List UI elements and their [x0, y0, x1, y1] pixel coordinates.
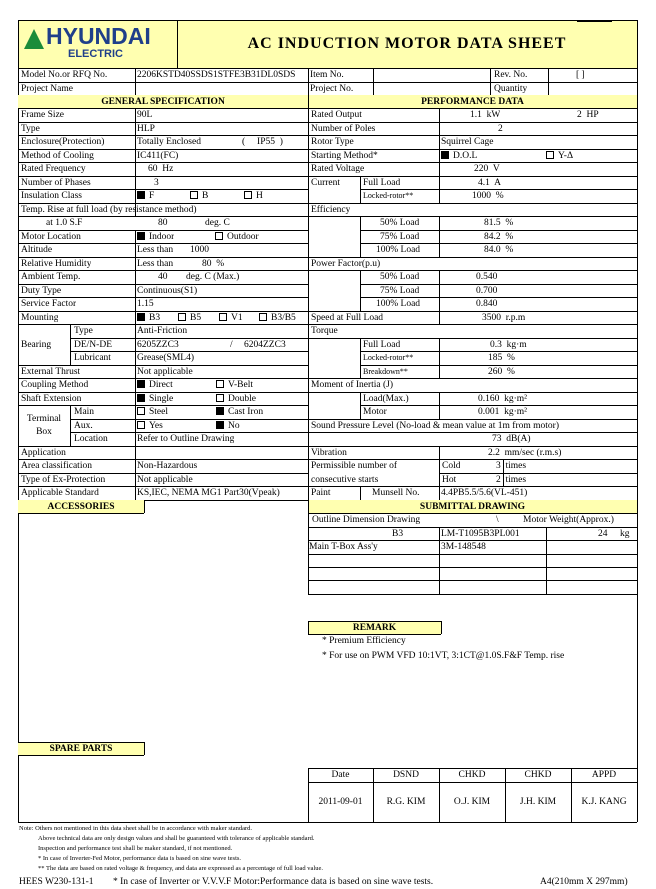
efficiency-75-value: 84.2 %: [484, 232, 514, 242]
speed-label: Speed at Full Load: [311, 313, 384, 323]
approval-chkd: O.J. KIM: [453, 797, 491, 807]
bearing-de-label: DE/N-DE: [74, 340, 112, 350]
footer-paper-size: A4(210mm X 297mm): [540, 877, 628, 887]
inertia-motor-value: 0.001 kg·m²: [478, 407, 528, 417]
service-factor-label: Service Factor: [21, 299, 77, 309]
checkbox-empty-icon: [216, 394, 224, 402]
tbox-label: Main T-Box Ass'y: [309, 542, 378, 552]
efficiency-100-label: 100% Load: [376, 245, 421, 255]
insulation-label: Insulation Class: [21, 191, 82, 201]
insulation-option-h[interactable]: H: [244, 190, 263, 202]
remark-2: * For use on PWM VFD 10:1VT, 3:1CT@1.0S.F&F Temp. rise: [322, 651, 565, 661]
efficiency-100-value: 84.0 %: [484, 245, 514, 255]
enclosure-ip: ( IP55 ): [242, 137, 283, 147]
pf-75-label: 75% Load: [380, 286, 420, 296]
checkbox-empty-icon: [244, 191, 252, 199]
logo-sub: ELECTRIC: [68, 48, 123, 60]
bearing-lube-value: Grease(SML4): [137, 353, 194, 363]
mounting-label: Mounting: [21, 313, 59, 323]
type-value: HLP: [137, 124, 155, 134]
checkbox-empty-icon: [215, 232, 223, 240]
checkbox-empty-icon: [216, 380, 224, 388]
starting-label: Starting Method*: [311, 151, 378, 161]
torque-breakdown-value: 260 %: [488, 367, 515, 377]
checkbox-checked-icon: [441, 151, 449, 159]
torque-locked-value: 185 %: [488, 353, 515, 363]
bearing-nde-value: 6204ZZC3: [244, 340, 286, 350]
page-title: AC INDUCTION MOTOR DATA SHEET: [247, 35, 567, 52]
bearing-de-value: 6205ZZC3: [137, 340, 179, 350]
rev-value: [ ]: [576, 70, 585, 80]
checkbox-checked-icon: [137, 191, 145, 199]
torque-locked-label: Locked-rotor**: [363, 353, 414, 362]
note-line: Inspection and performance test shall be maker standard, if not mentioned.: [38, 845, 233, 852]
frame-size-value: 90L: [137, 110, 153, 120]
bearing-lube-label: Lubricant: [74, 353, 111, 363]
rotor-label: Rotor Type: [311, 137, 354, 147]
current-label: Current: [311, 178, 341, 188]
efficiency-50-label: 50% Load: [380, 218, 420, 228]
spare-parts-heading: SPARE PARTS: [49, 744, 113, 754]
motor-location-label: Motor Location: [21, 232, 81, 242]
frame-size-label: Frame Size: [21, 110, 65, 120]
note-line: * In case of Inverter-Fed Motor, performance data is based on sine wave tests.: [38, 855, 242, 862]
voltage-value: 220 V: [474, 164, 500, 174]
torque-label: Torque: [311, 326, 338, 336]
enclosure-label: Enclosure(Protection): [21, 137, 105, 147]
bearing-slash: /: [230, 340, 233, 350]
area-value: Non-Hazardous: [137, 461, 198, 471]
temp-rise-value: 80: [158, 218, 168, 228]
approval-header-chkd-2: CHKD: [524, 770, 552, 780]
pf-100-value: 0.840: [476, 299, 498, 309]
bearing-label: Bearing: [21, 340, 52, 350]
pf-75-value: 0.700: [476, 286, 498, 296]
cooling-label: Method of Cooling: [21, 151, 94, 161]
duty-value: Continuous(S1): [137, 286, 198, 296]
outline-drawing-no: LM-T1095B3PL001: [441, 529, 520, 539]
motor-weight-label: Motor Weight(Approx.): [523, 515, 614, 525]
mounting-option-b3[interactable]: B3: [137, 312, 160, 324]
checkbox-checked-icon: [216, 421, 224, 429]
general-spec-heading: GENERAL SPECIFICATION: [101, 97, 225, 107]
vibration-label: Vibration: [311, 448, 347, 458]
phases-label: Number of Phases: [21, 178, 91, 188]
checkbox-empty-icon: [137, 421, 145, 429]
vibration-value: 2.2 mm/sec (r.m.s): [488, 448, 562, 458]
remark-1: * Premium Efficiency: [322, 636, 406, 646]
efficiency-75-label: 75% Load: [380, 232, 420, 242]
speed-value: 3500 r.p.m: [482, 313, 526, 323]
humidity-value: 80 %: [202, 259, 225, 269]
humidity-label: Relative Humidity: [21, 259, 92, 269]
note-line: Note: Others not mentioned in this data sheet shall be in accordance with maker standard.: [19, 825, 253, 832]
frequency-label: Rated Frequency: [21, 164, 86, 174]
sound-label: Sound Pressure Level (No-load & mean value at 1m from motor): [311, 421, 559, 431]
footer-doc-no: HEES W230-131-1: [19, 877, 94, 887]
outline-drawing-label: Outline Dimension Drawing: [312, 515, 421, 525]
terminal-aux-label: Aux.: [74, 421, 93, 431]
location-option-indoor[interactable]: Indoor: [137, 231, 174, 243]
efficiency-label: Efficiency: [311, 205, 351, 215]
starts-cold-label: Cold: [442, 461, 461, 471]
rated-output-kw: 1.1 kW: [470, 110, 501, 120]
type-label: Type: [21, 124, 40, 134]
terminal-location-value: Refer to Outline Drawing: [137, 434, 235, 444]
altitude-label: Altitude: [21, 245, 53, 255]
model-value: 2206KSTD40SSDS1STFE3B31DL0SDS: [137, 70, 296, 80]
remark-heading: REMARK: [352, 623, 397, 633]
starts-cold-value: 3 times: [496, 461, 527, 471]
submittal-heading: SUBMITTAL DRAWING: [419, 502, 526, 512]
ambient-value: 40: [158, 272, 168, 282]
current-full-label: Full Load: [363, 178, 401, 188]
application-label: Application: [21, 448, 66, 458]
power-factor-label: Power Factor(p.u): [311, 259, 381, 269]
checkbox-checked-icon: [137, 232, 145, 240]
ex-label: Type of Ex-Protection: [21, 475, 106, 485]
shaft-option-single[interactable]: Single: [137, 393, 173, 405]
area-label: Area classification: [21, 461, 92, 471]
bearing-type-label: Type: [74, 326, 93, 336]
motor-weight-unit: kg: [620, 529, 630, 539]
coupling-option-direct[interactable]: Direct: [137, 379, 173, 391]
mounting-option-b5[interactable]: B5: [178, 312, 201, 324]
ambient-label: Ambient Temp.: [21, 272, 81, 282]
checkbox-checked-icon: [137, 313, 145, 321]
checkbox-checked-icon: [216, 407, 224, 415]
checkbox-checked-icon: [137, 394, 145, 402]
approval-date: 2011-09-01: [318, 797, 363, 807]
temp-rise-unit: deg. C: [205, 218, 230, 228]
sound-value: 73 dB(A): [492, 434, 531, 444]
current-locked-label: Locked-rotor**: [363, 191, 414, 200]
approval-chkd-2: J.H. KIM: [519, 797, 557, 807]
hyundai-logo-icon: [24, 29, 44, 49]
model-label: Model No.or RFQ No.: [21, 70, 108, 80]
checkbox-empty-icon: [259, 313, 267, 321]
shaft-option-double[interactable]: Double: [216, 393, 256, 405]
quantity-label: Quantity: [494, 84, 528, 94]
outline-separator: \: [496, 515, 499, 525]
humidity-prefix: Less than: [137, 259, 174, 269]
temp-rise-label: Temp. Rise at full load (by resistance method): [21, 205, 197, 215]
altitude-prefix: Less than: [137, 245, 174, 255]
pf-50-value: 0.540: [476, 272, 498, 282]
starts-hot-value: 2 times: [496, 475, 527, 485]
footer-note: * In case of Inverter or V.V.V.F Motor:Performance data is based on sine wave tests.: [113, 877, 434, 887]
poles-label: Number of Poles: [311, 124, 376, 134]
item-label: Item No.: [310, 70, 344, 80]
checkbox-checked-icon: [137, 380, 145, 388]
approval-header-date: Date: [331, 770, 350, 780]
frequency-value: 60 Hz: [148, 164, 174, 174]
phases-value: 3: [154, 178, 159, 188]
cooling-value: IC411(FC): [137, 151, 179, 161]
terminal-main-cast-iron[interactable]: Cast Iron: [216, 406, 263, 418]
standard-label: Applicable Standard: [21, 488, 99, 498]
temp-rise-sf: at 1.0 S.F: [46, 218, 83, 228]
ex-value: Not applicable: [137, 475, 193, 485]
enclosure-value: Totally Enclosed: [137, 137, 201, 147]
inertia-load-value: 0.160 kg·m²: [478, 394, 528, 404]
starts-label-1: Permissible number of: [311, 461, 398, 471]
starts-hot-label: Hot: [442, 475, 457, 485]
pf-50-label: 50% Load: [380, 272, 420, 282]
mounting-option-b3b5[interactable]: B3/B5: [259, 312, 296, 324]
shaft-ext-label: Shaft Extension: [21, 394, 82, 404]
standard-value: KS,IEC, NEMA MG1 Part30(Vpeak): [137, 488, 280, 498]
note-line: ** The data are based on rated voltage & frequency, and data are expressed as a percentage of full load value.: [38, 865, 323, 872]
project-no-label: Project No.: [310, 84, 354, 94]
current-full-value: 4.1 A: [478, 178, 501, 188]
munsell-value: 4.4PB5.5/5.6(VL-451): [441, 488, 528, 498]
approval-header-appd: APPD: [591, 770, 617, 780]
terminal-main-label: Main: [74, 407, 95, 417]
paint-label: Paint: [311, 488, 331, 498]
starting-option-dol[interactable]: D.O.L: [441, 150, 477, 162]
project-name-label: Project Name: [21, 84, 73, 94]
approval-dsnd: R.G. KIM: [386, 797, 426, 807]
torque-breakdown-label: Breakdown**: [363, 367, 408, 376]
current-locked-value: 1000 %: [472, 191, 504, 201]
inertia-motor-label: Motor: [363, 407, 387, 417]
insulation-option-f[interactable]: F: [137, 190, 154, 202]
checkbox-empty-icon: [137, 407, 145, 415]
terminal-box-label-2: Box: [36, 427, 52, 437]
voltage-label: Rated Voltage: [311, 164, 365, 174]
terminal-main-steel[interactable]: Steel: [137, 406, 168, 418]
mounting-option-v1[interactable]: V1: [219, 312, 243, 324]
coupling-label: Coupling Method: [21, 380, 89, 390]
note-line: Above technical data are only design values and shall be guaranteed with tolerance of applicable standard.: [38, 835, 315, 842]
tbox-value: 3M-148548: [441, 542, 486, 552]
rated-output-label: Rated Output: [311, 110, 362, 120]
terminal-aux-no[interactable]: No: [216, 420, 240, 432]
bearing-type-value: Anti-Friction: [137, 326, 188, 336]
inertia-load-label: Load(Max.): [363, 394, 409, 404]
coupling-option-vbelt[interactable]: V-Belt: [216, 379, 253, 391]
duty-label: Duty Type: [21, 286, 62, 296]
torque-full-label: Full Load: [363, 340, 401, 350]
motor-weight-value: 24: [598, 529, 608, 539]
logo-brand: HYUNDAI: [46, 24, 151, 48]
pf-100-label: 100% Load: [376, 299, 421, 309]
external-thrust-label: External Thrust: [21, 367, 81, 377]
torque-full-value: 0.3 kg·m: [490, 340, 527, 350]
checkbox-empty-icon: [178, 313, 186, 321]
rotor-value: Squirrel Cage: [441, 137, 494, 147]
approval-header-dsnd: DSND: [393, 770, 419, 780]
ambient-unit: deg. C (Max.): [186, 272, 240, 282]
munsell-label: Munsell No.: [372, 488, 420, 498]
checkbox-empty-icon: [190, 191, 198, 199]
external-thrust-value: Not applicable: [137, 367, 193, 377]
inertia-label: Moment of Inertia (J): [311, 380, 394, 390]
insulation-option-b[interactable]: B: [190, 190, 208, 202]
efficiency-50-value: 81.5 %: [484, 218, 514, 228]
terminal-box-label-1: Terminal: [26, 414, 62, 424]
accessories-heading: ACCESSORIES: [47, 502, 115, 512]
approval-header-chkd: CHKD: [458, 770, 486, 780]
terminal-aux-yes[interactable]: Yes: [137, 420, 163, 432]
poles-value: 2: [498, 124, 503, 134]
outline-mount: B3: [392, 529, 404, 539]
terminal-location-label: Location: [74, 434, 108, 444]
checkbox-empty-icon: [546, 151, 554, 159]
location-option-outdoor[interactable]: Outdoor: [215, 231, 259, 243]
approval-appd: K.J. KANG: [581, 797, 627, 807]
rev-label: Rev. No.: [494, 70, 528, 80]
rated-output-hp: 2 HP: [577, 110, 599, 120]
checkbox-empty-icon: [219, 313, 227, 321]
starts-label-2: consecutive starts: [311, 475, 379, 485]
performance-heading: PERFORMANCE DATA: [421, 97, 524, 107]
starting-option-y-delta[interactable]: Y-Δ: [546, 150, 573, 162]
service-factor-value: 1.15: [137, 299, 154, 309]
altitude-value: 1000: [190, 245, 209, 255]
